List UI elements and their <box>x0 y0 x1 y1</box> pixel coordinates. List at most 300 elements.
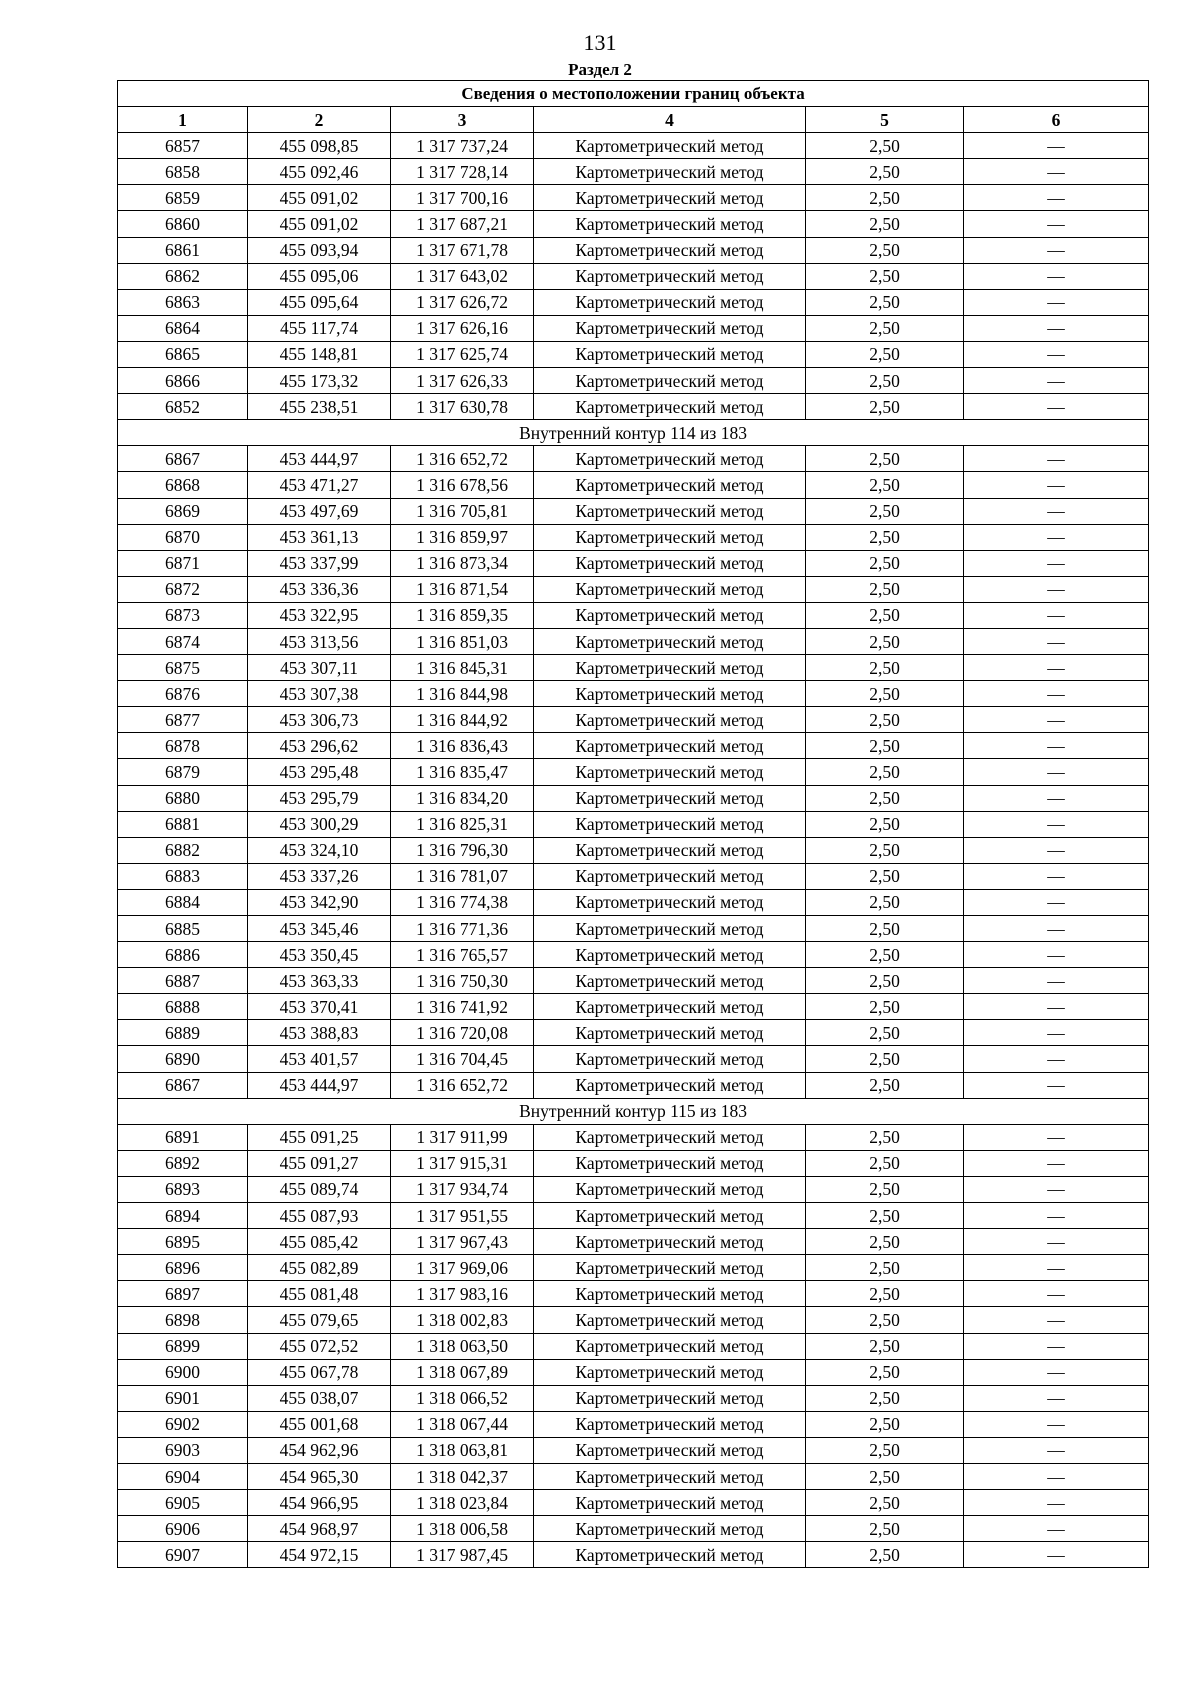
point-number-cell: 6882 <box>118 837 248 863</box>
accuracy-cell: 2,50 <box>806 472 964 498</box>
table-row <box>118 185 1149 211</box>
method-cell: Картометрический метод <box>534 785 806 811</box>
description-cell: — <box>964 681 1149 707</box>
y-coordinate-cell: 1 318 066,52 <box>391 1385 534 1411</box>
point-number-cell: 6903 <box>118 1437 248 1463</box>
method-cell: Картометрический метод <box>534 159 806 185</box>
x-coordinate-cell: 455 098,85 <box>248 133 391 159</box>
x-coordinate-cell: 454 962,96 <box>248 1437 391 1463</box>
accuracy-cell: 2,50 <box>806 498 964 524</box>
y-coordinate-cell: 1 317 737,24 <box>391 133 534 159</box>
x-coordinate-cell: 453 337,26 <box>248 863 391 889</box>
section-title: Раздел 2 <box>568 60 632 79</box>
description-cell: — <box>964 1542 1149 1568</box>
table-row <box>118 602 1149 628</box>
y-coordinate-cell: 1 316 771,36 <box>391 916 534 942</box>
y-coordinate-cell: 1 316 750,30 <box>391 968 534 994</box>
accuracy-cell: 2,50 <box>806 576 964 602</box>
description-cell: — <box>964 1333 1149 1359</box>
y-coordinate-cell: 1 316 720,08 <box>391 1020 534 1046</box>
description-cell: — <box>964 1437 1149 1463</box>
point-number-cell: 6892 <box>118 1150 248 1176</box>
point-number-cell: 6901 <box>118 1385 248 1411</box>
x-coordinate-cell: 453 342,90 <box>248 889 391 915</box>
method-cell: Картометрический метод <box>534 733 806 759</box>
description-cell: — <box>964 341 1149 367</box>
x-coordinate-cell: 455 085,42 <box>248 1229 391 1255</box>
column-header: 6 <box>964 107 1149 133</box>
x-coordinate-cell: 453 306,73 <box>248 707 391 733</box>
y-coordinate-cell: 1 317 987,45 <box>391 1542 534 1568</box>
method-cell: Картометрический метод <box>534 341 806 367</box>
description-cell: — <box>964 733 1149 759</box>
x-coordinate-cell: 453 313,56 <box>248 628 391 654</box>
point-number-cell: 6875 <box>118 655 248 681</box>
description-cell: — <box>964 315 1149 341</box>
y-coordinate-cell: 1 316 844,98 <box>391 681 534 707</box>
x-coordinate-cell: 454 966,95 <box>248 1490 391 1516</box>
description-cell: — <box>964 1490 1149 1516</box>
description-cell: — <box>964 446 1149 472</box>
method-cell: Картометрический метод <box>534 498 806 524</box>
point-number-cell: 6874 <box>118 628 248 654</box>
method-cell: Картометрический метод <box>534 289 806 315</box>
description-cell: — <box>964 133 1149 159</box>
point-number-cell: 6883 <box>118 863 248 889</box>
method-cell: Картометрический метод <box>534 133 806 159</box>
table-row <box>118 863 1149 889</box>
description-cell: — <box>964 1203 1149 1229</box>
accuracy-cell: 2,50 <box>806 1411 964 1437</box>
description-cell: — <box>964 1072 1149 1098</box>
y-coordinate-cell: 1 316 845,31 <box>391 655 534 681</box>
point-number-cell: 6893 <box>118 1176 248 1202</box>
table-caption-row <box>118 81 1149 107</box>
table-row <box>118 133 1149 159</box>
description-cell: — <box>964 550 1149 576</box>
accuracy-cell: 2,50 <box>806 968 964 994</box>
y-coordinate-cell: 1 317 728,14 <box>391 159 534 185</box>
method-cell: Картометрический метод <box>534 1490 806 1516</box>
y-coordinate-cell: 1 317 967,43 <box>391 1229 534 1255</box>
method-cell: Картометрический метод <box>534 211 806 237</box>
table-row <box>118 263 1149 289</box>
accuracy-cell: 2,50 <box>806 237 964 263</box>
accuracy-cell: 2,50 <box>806 446 964 472</box>
table-row <box>118 159 1149 185</box>
method-cell: Картометрический метод <box>534 185 806 211</box>
x-coordinate-cell: 455 173,32 <box>248 368 391 394</box>
y-coordinate-cell: 1 316 873,34 <box>391 550 534 576</box>
accuracy-cell: 2,50 <box>806 1542 964 1568</box>
point-number-cell: 6881 <box>118 811 248 837</box>
contour-heading-row <box>118 1098 1149 1124</box>
method-cell: Картометрический метод <box>534 1124 806 1150</box>
point-number-cell: 6894 <box>118 1203 248 1229</box>
x-coordinate-cell: 455 087,93 <box>248 1203 391 1229</box>
y-coordinate-cell: 1 316 678,56 <box>391 472 534 498</box>
point-number-cell: 6891 <box>118 1124 248 1150</box>
accuracy-cell: 2,50 <box>806 785 964 811</box>
accuracy-cell: 2,50 <box>806 1229 964 1255</box>
method-cell: Картометрический метод <box>534 1437 806 1463</box>
table-row <box>118 1463 1149 1489</box>
table-row <box>118 759 1149 785</box>
description-cell: — <box>964 785 1149 811</box>
method-cell: Картометрический метод <box>534 1385 806 1411</box>
method-cell: Картометрический метод <box>534 942 806 968</box>
description-cell: — <box>964 524 1149 550</box>
accuracy-cell: 2,50 <box>806 1176 964 1202</box>
accuracy-cell: 2,50 <box>806 289 964 315</box>
x-coordinate-cell: 455 117,74 <box>248 315 391 341</box>
table-row <box>118 1385 1149 1411</box>
description-cell: — <box>964 498 1149 524</box>
table-row <box>118 368 1149 394</box>
accuracy-cell: 2,50 <box>806 916 964 942</box>
column-header-row <box>118 107 1149 133</box>
accuracy-cell: 2,50 <box>806 628 964 654</box>
x-coordinate-cell: 455 091,25 <box>248 1124 391 1150</box>
method-cell: Картометрический метод <box>534 1281 806 1307</box>
point-number-cell: 6904 <box>118 1463 248 1489</box>
point-number-cell: 6858 <box>118 159 248 185</box>
method-cell: Картометрический метод <box>534 889 806 915</box>
x-coordinate-cell: 454 968,97 <box>248 1516 391 1542</box>
table-row <box>118 1281 1149 1307</box>
x-coordinate-cell: 455 093,94 <box>248 237 391 263</box>
y-coordinate-cell: 1 317 915,31 <box>391 1150 534 1176</box>
table-row <box>118 655 1149 681</box>
description-cell: — <box>964 1307 1149 1333</box>
description-cell: — <box>964 211 1149 237</box>
method-cell: Картометрический метод <box>534 968 806 994</box>
description-cell: — <box>964 159 1149 185</box>
method-cell: Картометрический метод <box>534 1411 806 1437</box>
y-coordinate-cell: 1 318 006,58 <box>391 1516 534 1542</box>
point-number-cell: 6889 <box>118 1020 248 1046</box>
point-number-cell: 6862 <box>118 263 248 289</box>
description-cell: — <box>964 263 1149 289</box>
x-coordinate-cell: 455 079,65 <box>248 1307 391 1333</box>
point-number-cell: 6867 <box>118 1072 248 1098</box>
accuracy-cell: 2,50 <box>806 1385 964 1411</box>
method-cell: Картометрический метод <box>534 655 806 681</box>
method-cell: Картометрический метод <box>534 1307 806 1333</box>
method-cell: Картометрический метод <box>534 863 806 889</box>
contour-heading-row <box>118 420 1149 446</box>
x-coordinate-cell: 453 345,46 <box>248 916 391 942</box>
description-cell: — <box>964 916 1149 942</box>
accuracy-cell: 2,50 <box>806 994 964 1020</box>
point-number-cell: 6888 <box>118 994 248 1020</box>
method-cell: Картометрический метод <box>534 394 806 420</box>
method-cell: Картометрический метод <box>534 524 806 550</box>
table-row <box>118 315 1149 341</box>
x-coordinate-cell: 453 497,69 <box>248 498 391 524</box>
page-number: 131 <box>583 30 617 55</box>
point-number-cell: 6899 <box>118 1333 248 1359</box>
description-cell: — <box>964 628 1149 654</box>
x-coordinate-cell: 453 370,41 <box>248 994 391 1020</box>
point-number-cell: 6867 <box>118 446 248 472</box>
x-coordinate-cell: 453 336,36 <box>248 576 391 602</box>
x-coordinate-cell: 453 401,57 <box>248 1046 391 1072</box>
table-row <box>118 576 1149 602</box>
method-cell: Картометрический метод <box>534 1516 806 1542</box>
y-coordinate-cell: 1 316 825,31 <box>391 811 534 837</box>
accuracy-cell: 2,50 <box>806 1150 964 1176</box>
table-row <box>118 994 1149 1020</box>
description-cell: — <box>964 1463 1149 1489</box>
table-row <box>118 1437 1149 1463</box>
point-number-cell: 6898 <box>118 1307 248 1333</box>
x-coordinate-cell: 453 324,10 <box>248 837 391 863</box>
table-row <box>118 1516 1149 1542</box>
point-number-cell: 6907 <box>118 1542 248 1568</box>
x-coordinate-cell: 453 361,13 <box>248 524 391 550</box>
method-cell: Картометрический метод <box>534 681 806 707</box>
description-cell: — <box>964 837 1149 863</box>
method-cell: Картометрический метод <box>534 550 806 576</box>
point-number-cell: 6868 <box>118 472 248 498</box>
accuracy-cell: 2,50 <box>806 889 964 915</box>
description-cell: — <box>964 289 1149 315</box>
contour-heading: Внутренний контур 115 из 183 <box>118 1098 1149 1124</box>
accuracy-cell: 2,50 <box>806 707 964 733</box>
x-coordinate-cell: 454 972,15 <box>248 1542 391 1568</box>
point-number-cell: 6871 <box>118 550 248 576</box>
table-row <box>118 1307 1149 1333</box>
description-cell: — <box>964 1020 1149 1046</box>
point-number-cell: 6872 <box>118 576 248 602</box>
table-row <box>118 1020 1149 1046</box>
point-number-cell: 6873 <box>118 602 248 628</box>
method-cell: Картометрический метод <box>534 1333 806 1359</box>
method-cell: Картометрический метод <box>534 759 806 785</box>
y-coordinate-cell: 1 317 643,02 <box>391 263 534 289</box>
y-coordinate-cell: 1 317 630,78 <box>391 394 534 420</box>
x-coordinate-cell: 455 091,27 <box>248 1150 391 1176</box>
y-coordinate-cell: 1 316 704,45 <box>391 1046 534 1072</box>
description-cell: — <box>964 237 1149 263</box>
y-coordinate-cell: 1 317 911,99 <box>391 1124 534 1150</box>
accuracy-cell: 2,50 <box>806 811 964 837</box>
accuracy-cell: 2,50 <box>806 368 964 394</box>
y-coordinate-cell: 1 318 002,83 <box>391 1307 534 1333</box>
x-coordinate-cell: 455 082,89 <box>248 1255 391 1281</box>
column-header: 2 <box>248 107 391 133</box>
table-row <box>118 1229 1149 1255</box>
accuracy-cell: 2,50 <box>806 394 964 420</box>
table-row <box>118 550 1149 576</box>
point-number-cell: 6880 <box>118 785 248 811</box>
table-row <box>118 1176 1149 1202</box>
accuracy-cell: 2,50 <box>806 524 964 550</box>
y-coordinate-cell: 1 317 626,72 <box>391 289 534 315</box>
point-number-cell: 6879 <box>118 759 248 785</box>
table-row <box>118 889 1149 915</box>
x-coordinate-cell: 455 091,02 <box>248 211 391 237</box>
table-row <box>118 916 1149 942</box>
table-row <box>118 1255 1149 1281</box>
point-number-cell: 6886 <box>118 942 248 968</box>
description-cell: — <box>964 1124 1149 1150</box>
accuracy-cell: 2,50 <box>806 942 964 968</box>
x-coordinate-cell: 455 072,52 <box>248 1333 391 1359</box>
point-number-cell: 6878 <box>118 733 248 759</box>
table-row <box>118 811 1149 837</box>
point-number-cell: 6900 <box>118 1359 248 1385</box>
description-cell: — <box>964 759 1149 785</box>
description-cell: — <box>964 1229 1149 1255</box>
x-coordinate-cell: 453 300,29 <box>248 811 391 837</box>
x-coordinate-cell: 453 471,27 <box>248 472 391 498</box>
table-row <box>118 237 1149 263</box>
y-coordinate-cell: 1 316 774,38 <box>391 889 534 915</box>
x-coordinate-cell: 455 081,48 <box>248 1281 391 1307</box>
y-coordinate-cell: 1 316 741,92 <box>391 994 534 1020</box>
accuracy-cell: 2,50 <box>806 1046 964 1072</box>
column-header: 5 <box>806 107 964 133</box>
y-coordinate-cell: 1 317 934,74 <box>391 1176 534 1202</box>
x-coordinate-cell: 453 322,95 <box>248 602 391 628</box>
method-cell: Картометрический метод <box>534 1176 806 1202</box>
method-cell: Картометрический метод <box>534 472 806 498</box>
description-cell: — <box>964 811 1149 837</box>
y-coordinate-cell: 1 316 836,43 <box>391 733 534 759</box>
point-number-cell: 6884 <box>118 889 248 915</box>
table-row <box>118 1411 1149 1437</box>
accuracy-cell: 2,50 <box>806 341 964 367</box>
accuracy-cell: 2,50 <box>806 211 964 237</box>
table-row <box>118 446 1149 472</box>
point-number-cell: 6890 <box>118 1046 248 1072</box>
method-cell: Картометрический метод <box>534 237 806 263</box>
table-body <box>118 133 1149 1568</box>
accuracy-cell: 2,50 <box>806 837 964 863</box>
x-coordinate-cell: 453 296,62 <box>248 733 391 759</box>
y-coordinate-cell: 1 317 983,16 <box>391 1281 534 1307</box>
accuracy-cell: 2,50 <box>806 759 964 785</box>
y-coordinate-cell: 1 317 687,21 <box>391 211 534 237</box>
x-coordinate-cell: 453 337,99 <box>248 550 391 576</box>
description-cell: — <box>964 1255 1149 1281</box>
x-coordinate-cell: 453 307,38 <box>248 681 391 707</box>
y-coordinate-cell: 1 317 625,74 <box>391 341 534 367</box>
method-cell: Картометрический метод <box>534 628 806 654</box>
x-coordinate-cell: 455 095,06 <box>248 263 391 289</box>
y-coordinate-cell: 1 318 063,81 <box>391 1437 534 1463</box>
point-number-cell: 6863 <box>118 289 248 315</box>
table-row <box>118 1490 1149 1516</box>
table-row <box>118 341 1149 367</box>
y-coordinate-cell: 1 317 626,16 <box>391 315 534 341</box>
accuracy-cell: 2,50 <box>806 1463 964 1489</box>
accuracy-cell: 2,50 <box>806 263 964 289</box>
description-cell: — <box>964 1385 1149 1411</box>
y-coordinate-cell: 1 316 835,47 <box>391 759 534 785</box>
y-coordinate-cell: 1 316 859,35 <box>391 602 534 628</box>
method-cell: Картометрический метод <box>534 1020 806 1046</box>
y-coordinate-cell: 1 318 023,84 <box>391 1490 534 1516</box>
x-coordinate-cell: 454 965,30 <box>248 1463 391 1489</box>
x-coordinate-cell: 453 295,79 <box>248 785 391 811</box>
method-cell: Картометрический метод <box>534 1150 806 1176</box>
accuracy-cell: 2,50 <box>806 1333 964 1359</box>
accuracy-cell: 2,50 <box>806 863 964 889</box>
method-cell: Картометрический метод <box>534 1463 806 1489</box>
accuracy-cell: 2,50 <box>806 550 964 576</box>
point-number-cell: 6859 <box>118 185 248 211</box>
table-row <box>118 628 1149 654</box>
description-cell: — <box>964 655 1149 681</box>
point-number-cell: 6895 <box>118 1229 248 1255</box>
description-cell: — <box>964 942 1149 968</box>
y-coordinate-cell: 1 316 844,92 <box>391 707 534 733</box>
accuracy-cell: 2,50 <box>806 1072 964 1098</box>
y-coordinate-cell: 1 316 781,07 <box>391 863 534 889</box>
method-cell: Картометрический метод <box>534 1229 806 1255</box>
point-number-cell: 6864 <box>118 315 248 341</box>
point-number-cell: 6896 <box>118 1255 248 1281</box>
x-coordinate-cell: 453 444,97 <box>248 446 391 472</box>
accuracy-cell: 2,50 <box>806 315 964 341</box>
y-coordinate-cell: 1 317 700,16 <box>391 185 534 211</box>
point-number-cell: 6861 <box>118 237 248 263</box>
accuracy-cell: 2,50 <box>806 1437 964 1463</box>
x-coordinate-cell: 455 038,07 <box>248 1385 391 1411</box>
method-cell: Картометрический метод <box>534 1046 806 1072</box>
x-coordinate-cell: 453 444,97 <box>248 1072 391 1098</box>
description-cell: — <box>964 1281 1149 1307</box>
accuracy-cell: 2,50 <box>806 1516 964 1542</box>
description-cell: — <box>964 1359 1149 1385</box>
table-row <box>118 1359 1149 1385</box>
table-row <box>118 1203 1149 1229</box>
description-cell: — <box>964 994 1149 1020</box>
method-cell: Картометрический метод <box>534 263 806 289</box>
point-number-cell: 6870 <box>118 524 248 550</box>
table-row <box>118 498 1149 524</box>
table-row <box>118 472 1149 498</box>
description-cell: — <box>964 863 1149 889</box>
point-number-cell: 6866 <box>118 368 248 394</box>
accuracy-cell: 2,50 <box>806 733 964 759</box>
table-row <box>118 968 1149 994</box>
table-row <box>118 733 1149 759</box>
accuracy-cell: 2,50 <box>806 1359 964 1385</box>
y-coordinate-cell: 1 316 765,57 <box>391 942 534 968</box>
x-coordinate-cell: 455 091,02 <box>248 185 391 211</box>
table-row <box>118 1333 1149 1359</box>
y-coordinate-cell: 1 316 652,72 <box>391 1072 534 1098</box>
description-cell: — <box>964 602 1149 628</box>
point-number-cell: 6902 <box>118 1411 248 1437</box>
description-cell: — <box>964 1150 1149 1176</box>
table-row <box>118 1072 1149 1098</box>
y-coordinate-cell: 1 316 705,81 <box>391 498 534 524</box>
table-row <box>118 681 1149 707</box>
accuracy-cell: 2,50 <box>806 159 964 185</box>
method-cell: Картометрический метод <box>534 811 806 837</box>
y-coordinate-cell: 1 318 067,44 <box>391 1411 534 1437</box>
method-cell: Картометрический метод <box>534 602 806 628</box>
table-caption: Сведения о местоположении границ объекта <box>118 81 1149 107</box>
y-coordinate-cell: 1 316 871,54 <box>391 576 534 602</box>
description-cell: — <box>964 1516 1149 1542</box>
boundary-table <box>117 80 1149 1568</box>
